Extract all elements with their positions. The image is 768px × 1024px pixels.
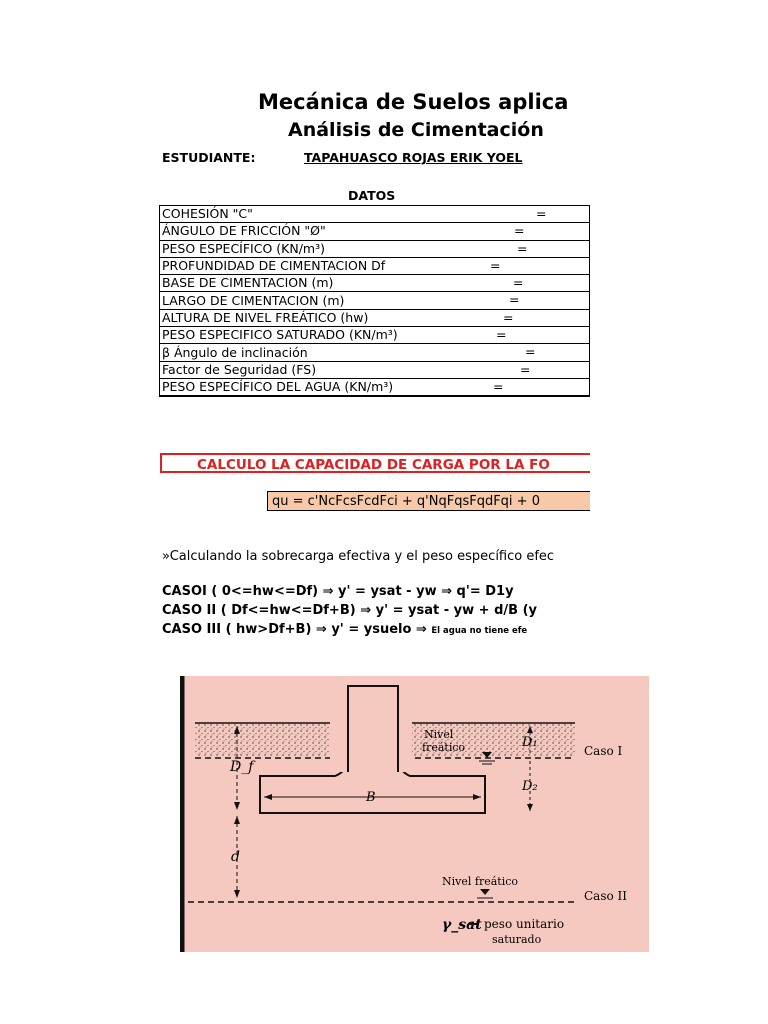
table-row <box>160 378 591 396</box>
row-label: Factor de Seguridad (FS) <box>162 361 317 377</box>
datos-table <box>159 205 590 397</box>
datos-cell[interactable] <box>160 206 591 223</box>
caso2-label: Caso II <box>584 889 628 903</box>
table-row <box>160 309 591 326</box>
b-label: B <box>366 790 376 805</box>
d-label: d <box>231 849 240 865</box>
row-label: PESO ESPECÍFICO (KN/m³) <box>162 240 325 256</box>
datos-cell[interactable] <box>160 257 591 274</box>
datos-cell[interactable] <box>160 309 591 326</box>
row-label: BASE DE CIMENTACION (m) <box>162 275 334 291</box>
datos-cell[interactable] <box>160 378 591 396</box>
saturado-label: saturado <box>492 933 542 946</box>
table-row <box>160 206 591 223</box>
table-row <box>160 344 591 361</box>
equals-sign: = <box>496 327 507 343</box>
row-label: PESO ESPECÍFICO DEL AGUA (KN/m³) <box>162 379 394 395</box>
intro-text: »Calculando la sobrecarga efectiva y el peso específico efec <box>162 549 555 564</box>
table-row <box>160 292 591 309</box>
caso-text: CASO II ( Df<=hw<=Df+B) ⇒ y' = ysat - yw + d/B (y <box>162 603 538 618</box>
gamma-label: γ_sat <box>442 917 482 933</box>
student-label: ESTUDIANTE: <box>162 150 256 165</box>
datos-cell[interactable] <box>160 292 591 309</box>
table-row <box>160 327 591 344</box>
equals-sign: = <box>520 361 531 377</box>
nivel-freatico-1: Nivel <box>424 728 454 741</box>
caso-line-2 <box>162 603 537 618</box>
equals-sign: = <box>493 378 504 394</box>
equals-sign: = <box>536 206 547 221</box>
row-label: LARGO DE CIMENTACION (m) <box>162 292 345 308</box>
datos-heading: DATOS <box>348 188 396 203</box>
nivel-freatico-1b: freático <box>422 741 466 754</box>
page-title: Mecánica de Suelos aplica <box>258 90 569 114</box>
equals-sign: = <box>490 257 501 273</box>
caso-line-1 <box>162 584 514 599</box>
datos-cell[interactable] <box>160 275 591 292</box>
bearing-capacity-formula: qu = c'NcFcsFcdFci + q'NqFqsFqdFqi + 0 <box>267 491 590 511</box>
datos-cell[interactable] <box>160 240 591 257</box>
equals-sign: = <box>514 223 525 239</box>
foundation-diagram <box>180 676 649 952</box>
student-name: TAPAHUASCO ROJAS ERIK YOEL <box>304 150 523 165</box>
table-row <box>160 240 591 257</box>
caso-line-3 <box>162 622 527 637</box>
table-row <box>160 257 591 274</box>
table-row <box>160 361 591 378</box>
row-label: ÁNGULO DE FRICCIÓN "Ø" <box>162 223 326 239</box>
table-row <box>160 275 591 292</box>
row-label: PESO ESPECIFICO SATURADO (KN/m³) <box>162 327 398 343</box>
peso-unitario-label: peso unitario <box>484 917 565 931</box>
datos-cell[interactable] <box>160 327 591 344</box>
caso-text: CASO III ( hw>Df+B) ⇒ y' = ysuelo ⇒ <box>162 622 432 637</box>
d1-label: D₁ <box>522 735 538 750</box>
caso1-label: Caso I <box>584 744 623 758</box>
table-row <box>160 223 591 240</box>
datos-cell[interactable] <box>160 344 591 361</box>
equals-sign: = <box>525 344 536 360</box>
page-subtitle: Análisis de Cimentación <box>288 119 544 141</box>
nivel-freatico-2: Nivel freático <box>442 875 519 888</box>
calc-heading: CALCULO LA CAPACIDAD DE CARGA POR LA FO <box>160 453 590 473</box>
row-label: β Ángulo de inclinación <box>162 344 308 360</box>
datos-cell[interactable] <box>160 361 591 378</box>
row-label: PROFUNDIDAD DE CIMENTACION Df <box>162 258 386 274</box>
datos-cell[interactable] <box>160 223 591 240</box>
df-label: D_f <box>230 759 254 775</box>
row-label: COHESIÓN "C" <box>162 206 253 222</box>
equals-sign: = <box>509 292 520 308</box>
equals-sign: = <box>517 240 528 256</box>
caso-note: El agua no tiene efe <box>431 626 528 636</box>
equals-sign: = <box>503 309 514 325</box>
caso-text: CASOI ( 0<=hw<=Df) ⇒ y' = ysat - yw ⇒ q'= D1y <box>162 584 514 599</box>
row-label: ALTURA DE NIVEL FREÁTICO (hw) <box>162 309 369 325</box>
equals-sign: = <box>513 275 524 291</box>
d2-label: D₂ <box>522 779 538 794</box>
